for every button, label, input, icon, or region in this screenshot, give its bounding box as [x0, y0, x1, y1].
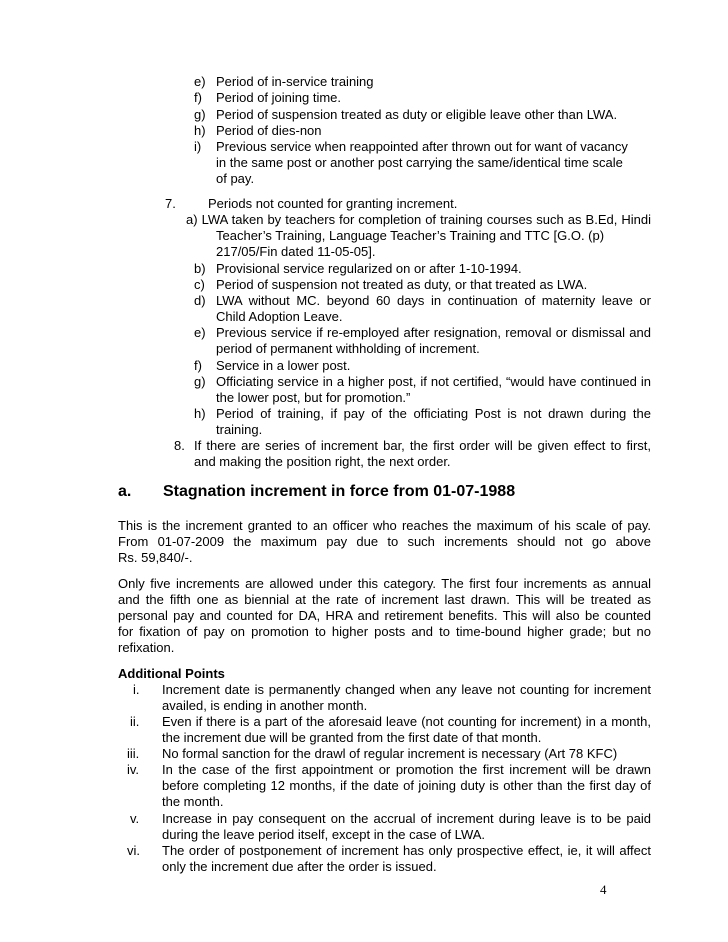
item-7e-line1: Previous service if re-employed after resignation, removal or dismissal and [216, 325, 651, 340]
additional-item-6-line2: only the increment due after the order is issued. [162, 859, 437, 874]
item-7c-marker: c) [194, 277, 205, 292]
item-7c-text: Period of suspension not treated as duty, or that treated as LWA. [216, 277, 588, 292]
list-marker-i: i) [194, 139, 202, 154]
item-7h-line1: Period of training, if pay of the officiating Post is not drawn during the [216, 406, 651, 421]
item-7a-line3: 217/05/Fin dated 11-05-05]. [216, 244, 376, 259]
item-8-marker: 8. [174, 438, 185, 453]
additional-item-6-line1: The order of postponement of increment has only prospective effect, ie, it will affect [162, 843, 651, 858]
item-7f-marker: f) [194, 358, 202, 373]
list-marker-e: e) [194, 74, 206, 89]
list-item-h: Period of dies-non [216, 123, 322, 138]
additional-item-3-line1: No formal sanction for the drawl of regular increment is necessary (Art 78 KFC) [162, 746, 618, 761]
section-marker: a. [118, 483, 132, 500]
additional-marker-6: vi. [127, 843, 140, 858]
para2-line1: Only five increments are allowed under this category. The first four increments as annual [118, 576, 651, 591]
page-number: 4 [600, 882, 607, 897]
list-marker-g: g) [194, 107, 206, 122]
additional-points-heading: Additional Points [118, 666, 225, 681]
para2-line3: personal pay and counted for DA, HRA and retirement benefits. This will also be counted [118, 608, 651, 623]
additional-item-4-line1: In the case of the first appointment or promotion the first increment will be drawn [162, 762, 651, 777]
item-7d-marker: d) [194, 293, 206, 308]
item-7d-line1: LWA without MC. beyond 60 days in continuation of maternity leave or [216, 293, 651, 308]
item-7-marker: 7. [165, 196, 176, 211]
item-7e-marker: e) [194, 325, 206, 340]
para2-line2: and the fifth one as biennial at the rate of increment last drawn. This will be treated as [118, 592, 651, 607]
para1-line2: From 01-07-2009 the maximum pay due to such increments should not go above [118, 534, 651, 549]
list-item-g: Period of suspension treated as duty or eligible leave other than LWA. [216, 107, 618, 122]
item-7e-line2: period of permanent withholding of increment. [216, 341, 480, 356]
list-item-i-line1: Previous service when reappointed after thrown out for want of vacancy [216, 139, 628, 154]
list-marker-f: f) [194, 90, 202, 105]
item-7g-line2: the lower post, but for promotion.” [216, 390, 411, 405]
item-8-line2: and making the position right, the next order. [194, 454, 451, 469]
additional-item-4-line2: before completing 12 months, if the date of joining duty is other than the first day of [162, 778, 651, 793]
item-8-line1: If there are series of increment bar, the first order will be given effect to first, [194, 438, 651, 453]
additional-item-2-line2: the increment due will be granted from the first date of that month. [162, 730, 542, 745]
additional-item-1-line2: availed, is ending in another month. [162, 698, 368, 713]
additional-item-4-line3: the month. [162, 794, 224, 809]
item-7-text: Periods not counted for granting increment. [208, 196, 458, 211]
additional-marker-1: i. [133, 682, 140, 697]
additional-marker-2: ii. [130, 714, 140, 729]
para2-line5: refixation. [118, 640, 175, 655]
item-7a-line2: Teacher’s Training, Language Teacher’s Training and TTC [G.O. (p) [216, 228, 605, 243]
para2-line4: for fixation of pay on promotion to higher posts and to time-bound higher grade; but no [118, 624, 651, 639]
section-title: Stagnation increment in force from 01-07-1988 [163, 483, 516, 500]
list-marker-h: h) [194, 123, 206, 138]
list-item-i-line2: in the same post or another post carrying the same/identical time scale [216, 155, 623, 170]
list-item-f: Period of joining time. [216, 90, 342, 105]
item-7b-text: Provisional service regularized on or after 1-10-1994. [216, 261, 522, 276]
item-7b-marker: b) [194, 261, 206, 276]
additional-item-5-line1: Increase in pay consequent on the accrual of increment during leave is to be paid [162, 811, 651, 826]
additional-item-1-line1: Increment date is permanently changed when any leave not counting for increment [162, 682, 651, 697]
item-7d-line2: Child Adoption Leave. [216, 309, 343, 324]
item-7h-marker: h) [194, 406, 206, 421]
item-7g-marker: g) [194, 374, 206, 389]
additional-marker-3: iii. [127, 746, 140, 761]
additional-marker-5: v. [130, 811, 140, 826]
item-7f-text: Service in a lower post. [216, 358, 351, 373]
para1-line3: Rs. 59,840/-. [118, 550, 193, 565]
para1-line1: This is the increment granted to an officer who reaches the maximum of his scale of pay. [118, 518, 651, 533]
list-item-e: Period of in-service training [216, 74, 374, 89]
additional-item-2-line1: Even if there is a part of the aforesaid leave (not counting for increment) in a month, [162, 714, 651, 729]
item-7a-line1: a) LWA taken by teachers for completion of training courses such as B.Ed, Hindi [186, 212, 651, 227]
list-item-i-line3: of pay. [216, 171, 255, 186]
additional-marker-4: iv. [127, 762, 140, 777]
additional-item-5-line2: during the leave period itself, except in the case of LWA. [162, 827, 486, 842]
item-7h-line2: training. [216, 422, 263, 437]
item-7g-line1: Officiating service in a higher post, if not certified, “would have continued in [216, 374, 651, 389]
